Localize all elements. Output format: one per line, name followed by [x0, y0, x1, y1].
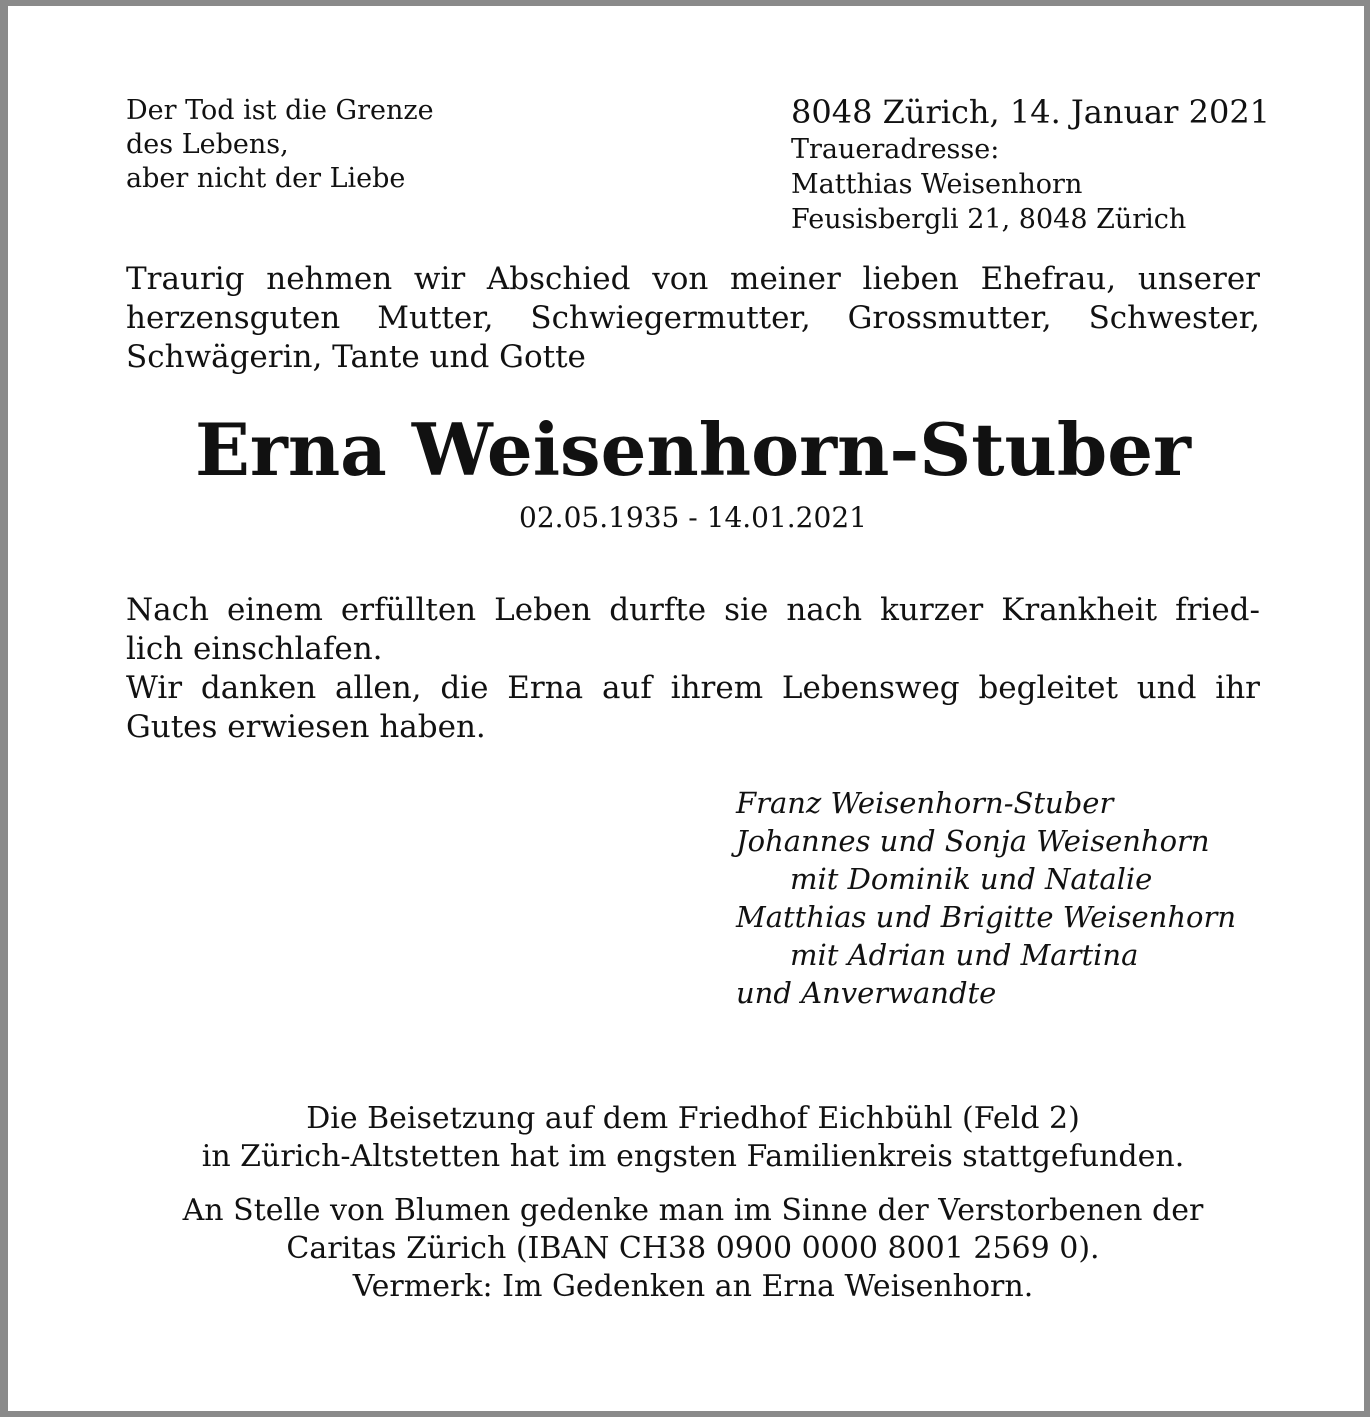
- motto-quote: [126, 94, 546, 196]
- intro-line: Schwägerin, Tante und Gotte: [126, 339, 586, 375]
- address-label: Traueradresse:: [791, 134, 1000, 165]
- signature-line: Franz Weisenhorn-Stuber: [736, 786, 1114, 820]
- body-line: lich einschlafen.: [126, 631, 383, 667]
- body-line: Wir danken allen, die Erna auf ihrem Lebensweg begleitet und ihr: [126, 670, 1260, 706]
- motto-line: des Lebens,: [126, 129, 289, 160]
- intro-paragraph: [126, 260, 1260, 377]
- donation-line: An Stelle von Blumen gedenke man im Sinne der Verstorbenen der: [182, 1193, 1204, 1228]
- signature-line: Matthias und Brigitte Weisenhorn: [736, 900, 1237, 934]
- body-line: Nach einem erfüllten Leben durfte sie nach kurzer Krankheit fried-: [126, 592, 1260, 628]
- signature-line: Johannes und Sonja Weisenhorn: [736, 824, 1210, 858]
- motto-line: aber nicht der Liebe: [126, 163, 406, 194]
- life-dates: 02.05.1935 - 14.01.2021: [519, 501, 867, 534]
- burial-line: Die Beisetzung auf dem Friedhof Eichbühl (Feld 2): [306, 1101, 1080, 1136]
- donation-notice: [8, 1192, 1370, 1306]
- deceased-name: Erna Weisenhorn-Stuber: [195, 407, 1191, 492]
- intro-line: Traurig nehmen wir Abschied von meiner lieben Ehefrau, unserer: [126, 261, 1260, 297]
- burial-notice: [8, 1100, 1370, 1176]
- address-street: Feusisbergli 21, 8048 Zürich: [791, 204, 1187, 235]
- address-name: Matthias Weisenhorn: [791, 169, 1083, 200]
- body-line: Gutes erwiesen haben.: [126, 709, 486, 745]
- signature-line: und Anverwandte: [736, 976, 997, 1010]
- signature-line: mit Dominik und Natalie: [790, 862, 1153, 896]
- donation-line: Vermerk: Im Gedenken an Erna Weisenhorn.: [352, 1269, 1034, 1304]
- mourning-address: [791, 92, 1271, 237]
- burial-line: in Zürich-Altstetten hat im engsten Familienkreis stattgefunden.: [201, 1139, 1185, 1174]
- body-paragraph: [126, 591, 1260, 747]
- signature-line: mit Adrian und Martina: [790, 938, 1139, 972]
- place-and-date: 8048 Zürich, 14. Januar 2021: [791, 93, 1271, 131]
- motto-line: Der Tod ist die Grenze: [126, 95, 434, 126]
- donation-line: Caritas Zürich (IBAN CH38 0900 0000 8001 2569 0).: [286, 1231, 1100, 1266]
- family-signatures: [736, 784, 1296, 1012]
- intro-line: herzensguten Mutter, Schwiegermutter, Grossmutter, Schwester,: [126, 300, 1260, 336]
